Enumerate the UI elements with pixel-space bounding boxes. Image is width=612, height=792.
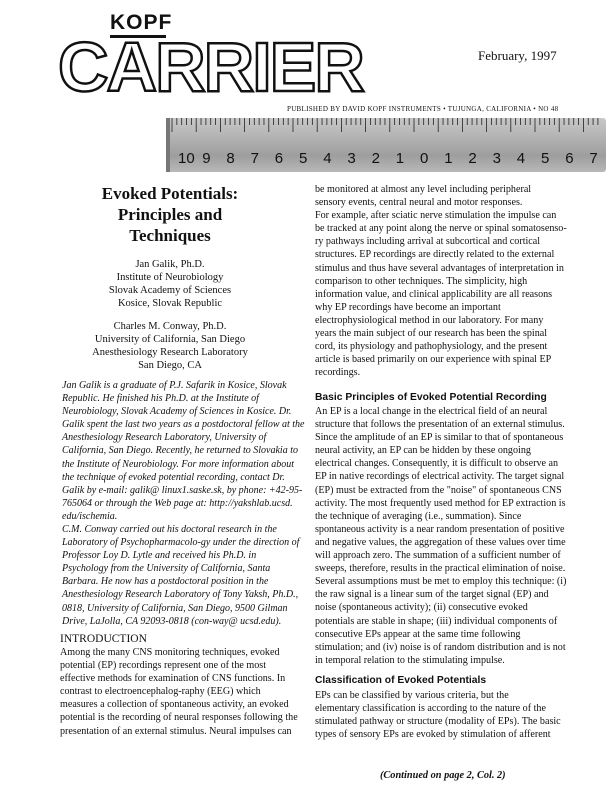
ruler-number: 6 xyxy=(274,150,284,167)
kopf-logo: KOPF xyxy=(110,11,173,34)
text-line: Among the many CNS monitoring techniques, evoked xyxy=(60,647,280,658)
text-line: electrophysiological method in our laboratory. For many xyxy=(315,314,544,326)
text-line: information value, and clinical applicability are all reasons xyxy=(315,288,553,300)
text-line: EPs can be classified by various criteria, but the xyxy=(315,690,509,701)
text-line: An EP is a local change in the electrical field of an neural xyxy=(315,406,548,417)
text-line: will approach zero. The summation of a sufficient number of xyxy=(315,550,561,562)
text-line: structures. EP recordings are directly related to the external xyxy=(315,249,555,261)
ruler-number: 0 xyxy=(420,150,429,167)
author-line: Institute of Neurobiology xyxy=(116,272,224,283)
bio-galik xyxy=(62,379,306,523)
ruler-number: 4 xyxy=(323,150,332,167)
classification-body xyxy=(315,689,581,741)
text-line: C.M. Conway carried out his doctoral research in the xyxy=(62,524,277,535)
bio-conway xyxy=(62,523,306,628)
text-line: cord, its physiology and pathophysiology, and the present xyxy=(315,341,548,353)
title-line: Evoked Potentials: xyxy=(101,184,239,203)
text-line: the Institute of Neurobiology. For more information about xyxy=(62,458,295,470)
introduction-continued xyxy=(315,183,581,379)
ruler-number: 2 xyxy=(371,150,380,167)
text-line: Anesthesiology Research Laboratory of Tony Yaksh, Ph.D., xyxy=(62,589,299,601)
text-line: elementary classification is according to the nature of the xyxy=(315,703,546,715)
text-line: Psychology from the University of California, Santa xyxy=(62,563,271,575)
text-line: neural activity, an EP can be hidden by these ongoing xyxy=(315,445,531,457)
text-line: Jan Galik is a graduate of P.J. Safarik in Kosice, Slovak xyxy=(62,380,287,391)
classification-heading: Classification of Evoked Potentials xyxy=(315,675,487,686)
text-line: potentials are stable in shape; (iii) individual components of xyxy=(315,615,558,627)
author-line: Slovak Academy of Sciences xyxy=(108,285,232,296)
text-line: 765064 or through the Web page at: http://yakshlab.ucsd. xyxy=(62,497,293,509)
ruler-number: 3 xyxy=(492,150,501,167)
text-line: consecutive EPs appear at the same time following xyxy=(315,628,521,640)
ruler-numbers xyxy=(168,150,598,172)
publisher-line: PUBLISHED BY DAVID KOPF INSTRUMENTS • TUJUNGA, CALIFORNIA • NO 48 xyxy=(287,105,559,113)
text-line: Drive, LaJolla, CA 92093-0818 (con-way@ ucsd.edu). xyxy=(62,615,282,627)
introduction-body xyxy=(60,646,306,738)
carrier-logo: CARRIER xyxy=(58,28,363,106)
text-line: Several assumptions must be met to employ this technique: (i) xyxy=(315,576,567,588)
ruler-number: 9 xyxy=(202,150,211,167)
text-line: California, San Diego. Recently, he returned to Slovakia to xyxy=(62,445,298,457)
author-line: Kosice, Slovak Republic xyxy=(117,298,223,309)
author-line: San Diego, CA xyxy=(138,360,202,371)
author-line: Charles M. Conway, Ph.D. xyxy=(113,321,227,332)
author-line: Jan Galik, Ph.D. xyxy=(135,259,205,270)
text-line: potential is the recording of neural responses following the xyxy=(60,712,298,724)
text-line: EP in native recordings of electrical activity. The target signal xyxy=(315,471,565,483)
text-line: be monitored at almost any level including peripheral xyxy=(315,184,532,195)
text-line: structure that follows the presentation of an external stimulus. xyxy=(315,419,565,431)
ruler-number: 7 xyxy=(250,150,259,167)
text-line: Anesthesiology Research Laboratory, University of xyxy=(62,432,267,444)
text-line: Galik by e-mail: galik@ linux1.saske.sk, by phone: +42-95- xyxy=(62,484,303,496)
text-line: stimulus and thus have several advantages of interpretation in xyxy=(315,262,564,274)
text-line: Professor Loy D. Lytle and received his Ph.D. in xyxy=(62,550,257,562)
text-line: For example, after sciatic nerve stimulation the impulse can xyxy=(315,210,557,222)
introduction-heading-text: INTRODUCTION xyxy=(60,633,147,645)
ruler-number: 1 xyxy=(444,150,453,167)
text-line: Since the amplitude of an EP is similar to that of spontaneous xyxy=(315,432,564,444)
text-line: stimulation; and (iv) noise is of random distribution and is not xyxy=(315,641,566,653)
basic-principles-heading: Basic Principles of Evoked Potential Recording xyxy=(315,392,547,403)
introduction-heading xyxy=(60,633,147,645)
text-line: comparison to other techniques. The simplicity, high xyxy=(315,275,528,287)
text-line: 0818, University of California, San Diego, 9500 Gilman xyxy=(62,602,288,614)
author-line: Anesthesiology Research Laboratory xyxy=(92,347,248,358)
text-line: the technique of averaging (i.e., summation). Since xyxy=(315,510,522,522)
text-line: measures a collection of spontaneous activity, an evoked xyxy=(60,699,289,711)
text-line: sensory events, central neural and motor responses. xyxy=(315,197,523,209)
ruler-number: 5 xyxy=(299,150,308,167)
text-line: Neurobiology, Slovak Academy of Sciences in Kosice. Dr. xyxy=(62,406,292,418)
text-line: potential (EP) recordings represent one of the most xyxy=(60,660,267,672)
text-line: stimulated pathway or structure (modality of EPs). The basic xyxy=(315,716,561,728)
text-line: and negative values, the aggregation of these values over time xyxy=(315,536,566,548)
article-title xyxy=(60,183,280,246)
author-block-conway xyxy=(60,320,280,372)
text-line: ry pathways including arrival at subcortical and cortical xyxy=(315,236,541,248)
title-line: Techniques xyxy=(129,226,211,245)
text-line: noise (spontaneous activity); (ii) consecutive evoked xyxy=(315,602,528,614)
ruler-number: 6 xyxy=(565,150,574,167)
text-line: electrical changes. Consequently, it is difficult to observe an xyxy=(315,458,559,470)
author-block-galik xyxy=(60,258,280,310)
text-line: article is based primarily on our experience with spinal EP xyxy=(315,354,552,366)
issue-date: February, 1997 xyxy=(478,48,557,63)
text-line: presentation of an external stimulus. Neural impulses can xyxy=(60,725,292,737)
text-line: Republic. He finished his Ph.D. at the Institute of xyxy=(62,393,259,405)
text-line: activity. The most frequently used method for EP extraction is xyxy=(315,497,566,509)
ruler-number: 7 xyxy=(589,150,598,167)
text-line: be tracked at any point along the nerve or spinal somatosenso- xyxy=(315,223,567,235)
ruler-number: 4 xyxy=(516,150,526,167)
text-line: in temporal relation to the stimulating impulse. xyxy=(315,654,505,666)
basic-principles-body xyxy=(315,405,581,667)
ruler-number: 3 xyxy=(347,150,356,167)
text-line: why EP recordings have become an important xyxy=(315,301,501,313)
continued-note: (Continued on page 2, Col. 2) xyxy=(380,770,506,781)
text-line: effective methods for examination of CNS functions. In xyxy=(60,673,286,685)
text-line: sweeps, therefore, results in the practical elimination of noise. xyxy=(315,563,566,575)
text-line: contrast to electroencephalog-raphy (EEG) which xyxy=(60,686,261,698)
title-line: Principles and xyxy=(117,205,223,224)
ruler-ticks xyxy=(170,118,600,136)
ruler-number: 5 xyxy=(541,150,550,167)
text-line: edu/ischemia. xyxy=(62,510,118,522)
text-line: (EP) must be extracted from the "noise" of spontaneous CNS xyxy=(315,484,562,496)
text-line: spontaneous activity is a near random presentation of positive xyxy=(315,523,565,535)
ruler-number: 10 xyxy=(178,150,195,167)
ruler-number: 8 xyxy=(226,150,235,167)
text-line: years the main subject of our research has been the spinal xyxy=(315,328,548,340)
text-line: Galik spent the last two years as a postdoctoral fellow at the xyxy=(62,419,305,431)
text-line: Barbara. He now has a postdoctoral position in the xyxy=(62,576,269,588)
text-line: the technique of evoked potential recording, contact Dr. xyxy=(62,471,285,483)
text-line: Laboratory of Psychopharmacolo-gy under the direction of xyxy=(62,537,300,549)
text-line: recordings. xyxy=(315,367,361,379)
ruler-number: 1 xyxy=(395,150,405,167)
text-line: the raw signal is a linear sum of the target signal (EP) and xyxy=(315,589,549,601)
author-line: University of California, San Diego xyxy=(94,334,246,345)
ruler-number: 2 xyxy=(468,150,477,167)
text-line: types of sensory EPs are evoked by stimulation of afferent xyxy=(315,729,551,741)
